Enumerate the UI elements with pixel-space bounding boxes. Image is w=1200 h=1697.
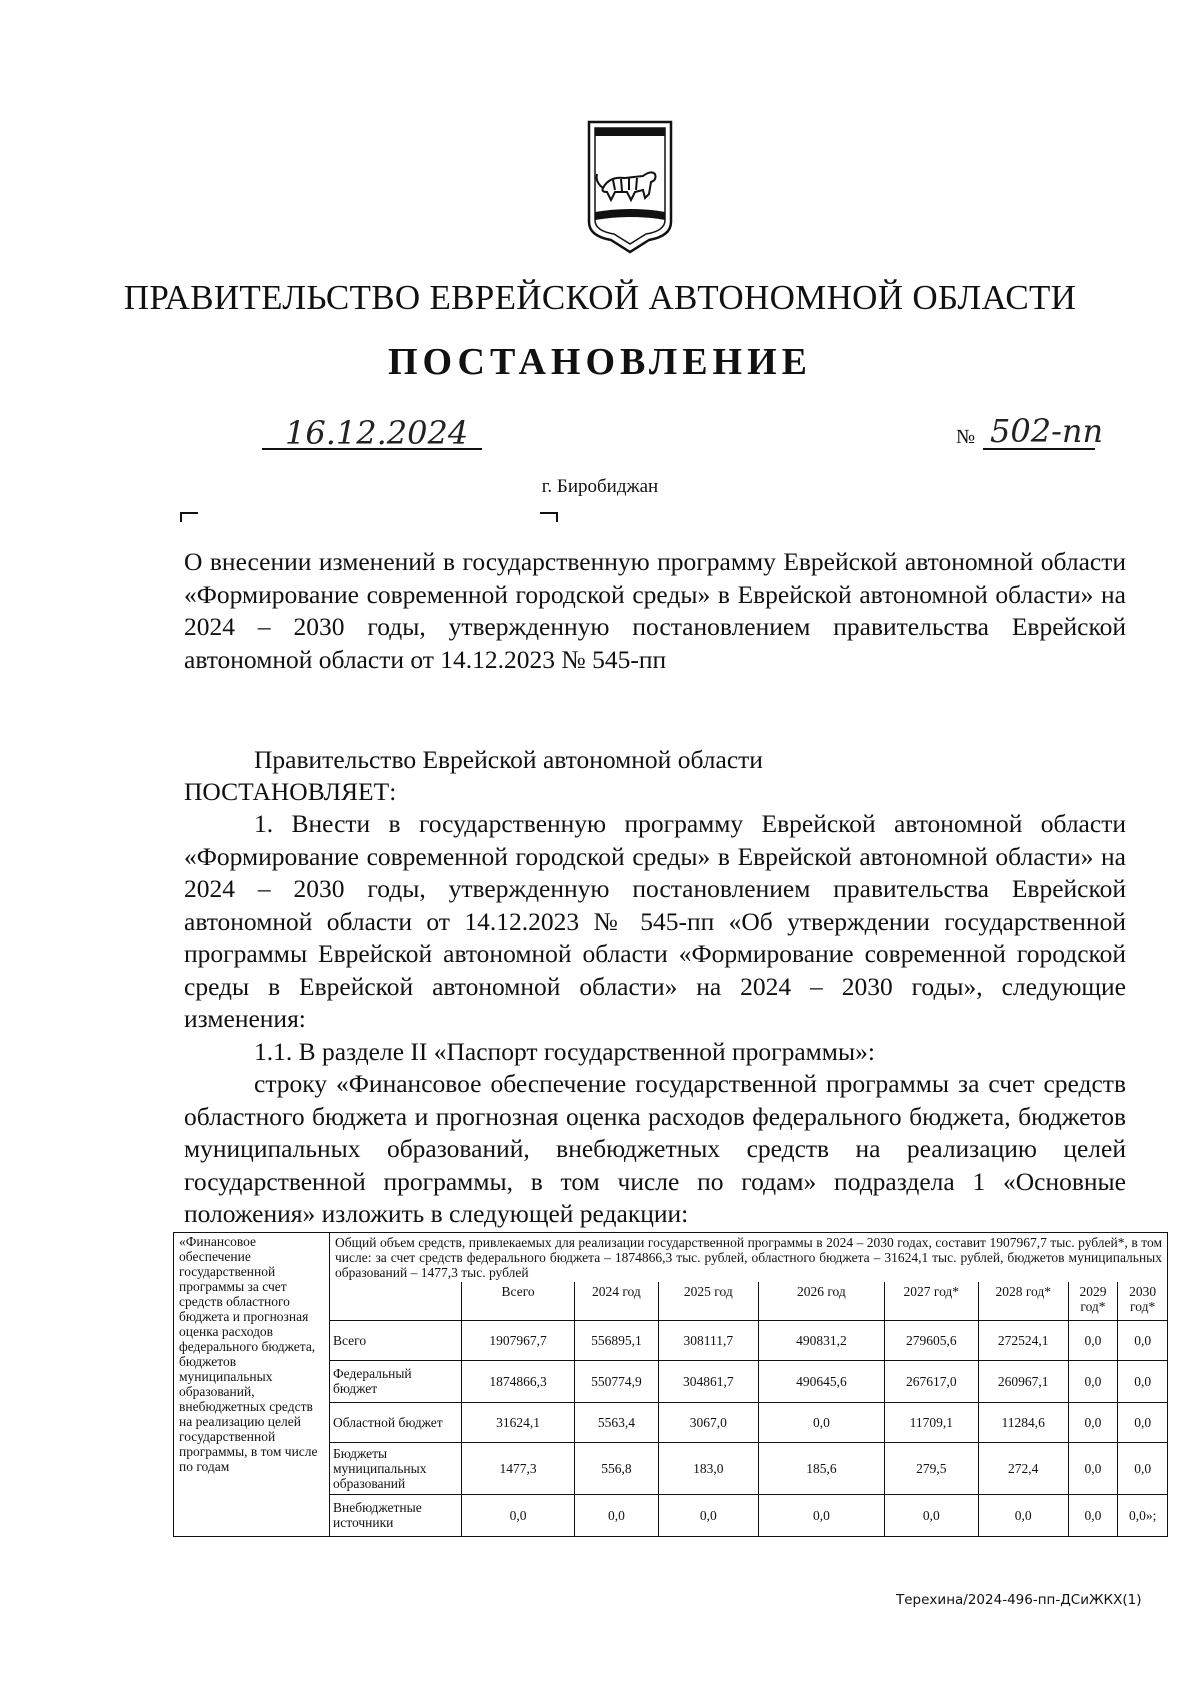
cell: 556,8 [575, 1442, 658, 1494]
cell: 0,0 [759, 1402, 885, 1442]
cell: 1477,3 [462, 1442, 575, 1494]
cell: 11284,6 [978, 1402, 1068, 1442]
table-right-cell [330, 1233, 1168, 1537]
row-label: Внебюджетные источники [330, 1494, 462, 1536]
footer-reference: Терехина/2024-496-пп-ДСиЖКХ(1) [896, 1592, 1142, 1608]
cell: 0,0 [575, 1494, 658, 1536]
row-label: Федеральный бюджет [330, 1360, 462, 1402]
cell: 0,0 [1118, 1320, 1167, 1360]
cell: 267617,0 [884, 1360, 978, 1402]
title-bracket-right [540, 512, 558, 522]
date-underline [262, 448, 482, 450]
row-label: Всего [330, 1320, 462, 1360]
table-row [330, 1402, 1167, 1442]
cell: 183,0 [658, 1442, 758, 1494]
cell: 0,0 [462, 1494, 575, 1536]
paragraph-1: 1. Внести в государственную программу Еврейской автономной области «Формирование современной городской среды» в Еврейской автономной области» на 2024 – 2030 годы, утвержденную постановлением правительства Еврейской автономной области от 14.12.2023 № 545-пп «Об утверждении государственной программы Еврейской автономной области «Формирование современной городской среды в Еврейской автономной области» на 2024 – 2030 годы», следующие изменения: [184, 809, 1126, 1033]
cell: 3067,0 [658, 1402, 758, 1442]
paragraph-row-change: строку «Финансовое обеспечение государственной программы за счет средств областного бюджета и прогнозная оценка расходов федерального бюджета, бюджетов муниципальных образований, внебюджетных средств на реализацию целей государственной программы, в том числе по годам» подраздела 1 «Основные положения» изложить в следующей редакции: [184, 1069, 1126, 1228]
cell: 0,0 [1068, 1402, 1118, 1442]
cell: 5563,4 [575, 1402, 658, 1442]
row-label: Бюджеты муниципальных образований [330, 1442, 462, 1494]
header-cell: 2025 год [658, 1282, 758, 1320]
cell: 31624,1 [462, 1402, 575, 1442]
cell: 272524,1 [978, 1320, 1068, 1360]
number-underline [983, 448, 1095, 450]
table-left-cell: «Финансовое обеспечение государственной программы за счет средств областного бюджета и прогнозная оценка расходов федерального бюджета, бюджетов муниципальных образований, внебюджетных средств на реализацию целей государственной программы, в том числе по годам [174, 1233, 330, 1537]
cell: 490831,2 [759, 1320, 885, 1360]
number-handwritten: 502-пп [990, 412, 1104, 450]
cell: 490645,6 [759, 1360, 885, 1402]
cell: 0,0»; [1118, 1494, 1167, 1536]
cell: 0,0 [1118, 1402, 1167, 1442]
cell: 0,0 [978, 1494, 1068, 1536]
header-cell: 2030 год* [1118, 1282, 1167, 1320]
government-line: Правительство Еврейской автономной области [254, 745, 763, 774]
city: г. Биробиджан [541, 476, 659, 497]
cell: 556895,1 [575, 1320, 658, 1360]
coat-of-arms-emblem [585, 118, 675, 254]
header-cell: 2026 год [759, 1282, 885, 1320]
table-row [330, 1360, 1167, 1402]
number-label: № [956, 426, 976, 448]
table-row [330, 1494, 1167, 1536]
paragraph-1-1: 1.1. В разделе II «Паспорт государственной программы»: [254, 1037, 875, 1066]
title-bracket-left [180, 512, 198, 522]
financing-grid [330, 1282, 1167, 1536]
cell: 0,0 [1068, 1494, 1118, 1536]
header-cell: 2024 год [575, 1282, 658, 1320]
header-cell: 2029 год* [1068, 1282, 1118, 1320]
cell: 0,0 [1068, 1320, 1118, 1360]
date-handwritten: 16.12.2024 [285, 414, 469, 452]
header-cell: 2027 год* [884, 1282, 978, 1320]
authority-name: ПРАВИТЕЛЬСТВО ЕВРЕЙСКОЙ АВТОНОМНОЙ ОБЛАСТИ [123, 278, 1077, 317]
cell: 1874866,3 [462, 1360, 575, 1402]
financing-table [173, 1232, 1168, 1537]
cell: 0,0 [658, 1494, 758, 1536]
cell: 308111,7 [658, 1320, 758, 1360]
cell: 272,4 [978, 1442, 1068, 1494]
cell: 11709,1 [884, 1402, 978, 1442]
header-cell: 2028 год* [978, 1282, 1068, 1320]
table-row [330, 1442, 1167, 1494]
cell: 279,5 [884, 1442, 978, 1494]
cell: 279605,6 [884, 1320, 978, 1360]
cell: 0,0 [884, 1494, 978, 1536]
header-cell: Всего [462, 1282, 575, 1320]
cell: 0,0 [1118, 1360, 1167, 1402]
cell: 304861,7 [658, 1360, 758, 1402]
cell: 0,0 [1068, 1442, 1118, 1494]
resolves-line: ПОСТАНОВЛЯЕТ: [184, 777, 397, 806]
cell: 260967,1 [978, 1360, 1068, 1402]
cell: 185,6 [759, 1442, 885, 1494]
table-row [330, 1320, 1167, 1360]
document-type: ПОСТАНОВЛЕНИЕ [387, 341, 813, 383]
cell: 550774,9 [575, 1360, 658, 1402]
document-title: О внесении изменений в государственную программу Еврейской автономной области «Формирование современной городской среды» в Еврейской автономной области» на 2024 – 2030 годы, утвержденную постановлением правительства Еврейской автономной области от 14.12.2023 № 545-пп [184, 547, 1126, 674]
row-label: Областной бюджет [330, 1402, 462, 1442]
cell: 0,0 [759, 1494, 885, 1536]
header-blank [330, 1282, 462, 1320]
cell: 0,0 [1118, 1442, 1167, 1494]
table-intro: Общий объем средств, привлекаемых для реализации государственной программы в 2024 – 2030 годах, составит 1907967,7 тыс. рублей*, в том числе: за счет средств федерального бюджета – 1874866,3 тыс. рублей, областного бюджета – 31624,1 тыс. рублей, бюджетов муниципальных образований – 1477,3 тыс. рублей [335, 1235, 1162, 1280]
cell: 1907967,7 [462, 1320, 575, 1360]
cell: 0,0 [1068, 1360, 1118, 1402]
